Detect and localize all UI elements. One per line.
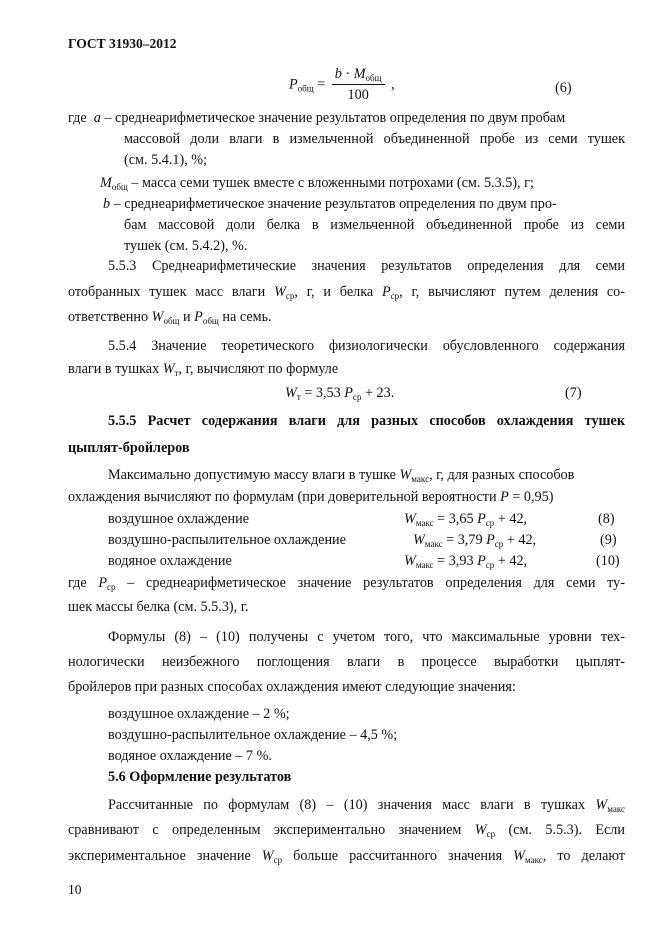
p-formulas-line3: бройлеров при разных способах охлаждения имеют следующие значения: [68, 679, 516, 695]
p553-line1: 5.5.3 Среднеарифметические значения результатов определения для семи [108, 258, 625, 274]
p555-text-b: , г, для разных способов [429, 467, 575, 483]
page-number: 10 [68, 882, 82, 897]
where-a-dash: – [104, 110, 112, 126]
formula-7-P: P [344, 385, 353, 401]
p553-P: P [382, 284, 391, 300]
formula-7-W-sub: т [296, 392, 301, 402]
p56-W2: W [474, 822, 487, 838]
where-M-subscript: общ [111, 182, 128, 192]
p553-Wtot: W [151, 309, 164, 325]
p56-line2 [68, 822, 625, 839]
p56-text-c: (см. 5.5.3). Если [495, 822, 625, 838]
where-b-text1: – среднеарифметическое значение результатов определения по двум про- [113, 196, 557, 212]
formula-row-number: (10) [596, 553, 620, 569]
p553-Ptot-sub: общ [202, 316, 219, 326]
p56-W: W [595, 797, 608, 813]
p56-W3: W [261, 848, 274, 864]
p-formulas-line1: Формулы (8) – (10) получены с учетом того, что максимальные уровни тех- [108, 629, 625, 645]
formula-row-label: водяное охлаждение [108, 553, 232, 569]
p554-line1: 5.5.4 Значение теоретического физиологически обусловленного содержания [108, 338, 625, 354]
p56-text-a: Рассчитанные по формулам (8) – (10) значения масс влаги в тушках [108, 797, 596, 813]
p56-W2-sub: ср [486, 829, 496, 839]
p554-W-sub: т [174, 368, 179, 378]
p56-text-b: сравнивают с определенным экспериментально значением [68, 822, 475, 838]
formula-6-equals: = [317, 76, 326, 93]
formula-9-W: W [413, 532, 425, 548]
formula-7-P-sub: ср [352, 392, 362, 402]
where-b-line2: бам массовой доли белка в измельченной объединенной пробе из семи [124, 217, 625, 233]
formula-9-P-sub: ср [494, 539, 504, 549]
p553-text-e: и [179, 309, 195, 325]
formula-8-tail: + 42, [494, 511, 528, 527]
where-M-line [100, 175, 534, 192]
p56-W-sub: макс [607, 804, 625, 814]
p554-W: W [162, 361, 175, 377]
p553-text-c: , г, вычисляют путем деления со- [399, 284, 625, 300]
where-P-lead: где [68, 575, 99, 591]
p554-text-b: , г, вычисляют по формуле [178, 361, 339, 377]
formula-7-W: W [285, 385, 297, 401]
formula-8-W-sub: макс [415, 518, 434, 528]
level-item: воздушное охлаждение – 2 %; [108, 706, 290, 722]
section-56-heading: 5.6 Оформление результатов [108, 769, 292, 785]
formula-10-W: W [404, 553, 416, 569]
where-a-line2: массовой доли влаги в измельченной объединенной пробе из семи тушек [124, 131, 625, 147]
p553-W: W [274, 284, 286, 300]
p-formulas-line2: нологически неизбежного поглощения влаги в процессе выработки цыплят- [68, 654, 625, 670]
where-a-symbol: a [93, 110, 101, 126]
where-a-line3: (см. 5.4.1), %; [124, 152, 208, 168]
formula-row-expression [413, 532, 536, 549]
p56-text-f: , то делают [542, 848, 625, 864]
p553-line2 [68, 284, 625, 301]
section-555-heading-line2: цыплят-бройлеров [68, 440, 190, 456]
formula-8-P-sub: ср [485, 518, 495, 528]
formula-8-coef: = 3,65 [433, 511, 478, 527]
p553-text-a: отобранных тушек масс влаги [68, 284, 275, 300]
formula-row-expression [404, 553, 527, 570]
formula-6-lhs-symbol: P [289, 76, 298, 93]
where-lead: где [68, 110, 87, 126]
p56-text-d: экспериментальное значение [68, 848, 262, 864]
formula-7-tail: + 23. [361, 385, 395, 401]
formula-8-P: P [477, 511, 486, 527]
formula-7-number: (7) [565, 385, 582, 401]
formula-6-denominator: 100 [347, 87, 369, 103]
p555-text-c: охлаждения вычисляют по формулам (при доверительной вероятности [68, 489, 501, 505]
where-M-text: – масса семи тушек вместе с вложенными потрохами (см. 5.3.5), г; [131, 175, 534, 191]
level-item: водяное охлаждение – 7 %. [108, 748, 272, 764]
p56-W3-sub: ср [273, 855, 283, 865]
where-b-line1 [103, 196, 625, 213]
where-P-line1 [68, 575, 625, 592]
formula-10-coef: = 3,93 [433, 553, 478, 569]
formula-6-lhs-subscript: общ [297, 83, 314, 94]
p555-text-d: = 0,95) [508, 489, 554, 505]
where-P-subscript: ср [107, 582, 116, 592]
p555-line1 [108, 467, 625, 484]
formula-row-number: (8) [598, 511, 615, 527]
where-b-line3: тушек (см. 5.4.2), %. [124, 238, 248, 254]
level-item: воздушно-распылительное охлаждение – 4,5 %; [108, 727, 398, 743]
formula-6-fraction [332, 66, 385, 104]
formula-10-tail: + 42, [494, 553, 528, 569]
p555-W: W [399, 467, 412, 483]
section-555-heading-line1: 5.5.5 Расчет содержания влаги для разных способов охлаждения тушек [108, 413, 625, 429]
formula-row-number: (9) [600, 532, 617, 548]
formula-row-label: воздушное охлаждение [108, 511, 249, 527]
formula-6-dot: · [341, 66, 354, 82]
p555-P: P [500, 489, 509, 505]
p554-text-a: влаги в тушках [68, 361, 163, 377]
formula-8-W: W [404, 511, 416, 527]
p553-text-d: ответственно [68, 309, 152, 325]
formula-6-number: (6) [555, 80, 572, 96]
p555-line2 [68, 489, 553, 506]
formula-6-numerator [332, 66, 385, 85]
p553-Ptot: P [194, 309, 203, 325]
formula-row-expression [404, 511, 527, 528]
where-P-line2: шек массы белка (см. 5.5.3), г. [68, 599, 249, 615]
formula-row-label: воздушно-распылительное охлаждение [108, 532, 346, 548]
formula-6-tail: , [391, 76, 395, 93]
p555-W-sub: макс [411, 474, 430, 484]
where-P-text: – среднеарифметическое значение результатов определения для семи ту- [115, 575, 625, 591]
p56-line1 [108, 797, 625, 814]
p553-text-f: на семь. [218, 309, 272, 325]
formula-6-M: M [353, 66, 366, 82]
p56-text-e: больше рассчитанного значения [282, 848, 514, 864]
p553-W-sub: ср [285, 291, 295, 301]
p553-line3 [68, 309, 272, 326]
formula-6 [289, 66, 395, 104]
p56-W4-sub: макс [524, 855, 543, 865]
where-b-symbol: b [103, 196, 111, 212]
p56-line3 [68, 848, 625, 865]
formula-7-mid: = 3,53 [300, 385, 345, 401]
where-P-symbol: P [98, 575, 108, 591]
formula-6-M-subscript: общ [365, 73, 382, 83]
formula-9-P: P [486, 532, 495, 548]
formula-10-P: P [477, 553, 486, 569]
formula-6-b: b [334, 66, 342, 82]
formula-10-P-sub: ср [485, 560, 495, 570]
where-a-text1: среднеарифметическое значение результатов определения по двум пробам [115, 110, 566, 126]
formula-9-tail: + 42, [503, 532, 537, 548]
formula-10-W-sub: макс [415, 560, 434, 570]
document-header: ГОСТ 31930–2012 [68, 36, 177, 51]
p553-text-b: , г, и белка [294, 284, 382, 300]
p555-text-a: Максимально допустимую массу влаги в тушке [108, 467, 400, 483]
p553-Wtot-sub: общ [163, 316, 180, 326]
p554-line2 [68, 361, 338, 378]
formula-9-coef: = 3,79 [442, 532, 487, 548]
where-M-symbol: M [100, 175, 112, 191]
p553-P-sub: ср [390, 291, 400, 301]
formula-9-W-sub: макс [424, 539, 443, 549]
where-a-line1 [68, 110, 565, 127]
p56-W4: W [513, 848, 525, 864]
formula-7 [285, 385, 394, 402]
